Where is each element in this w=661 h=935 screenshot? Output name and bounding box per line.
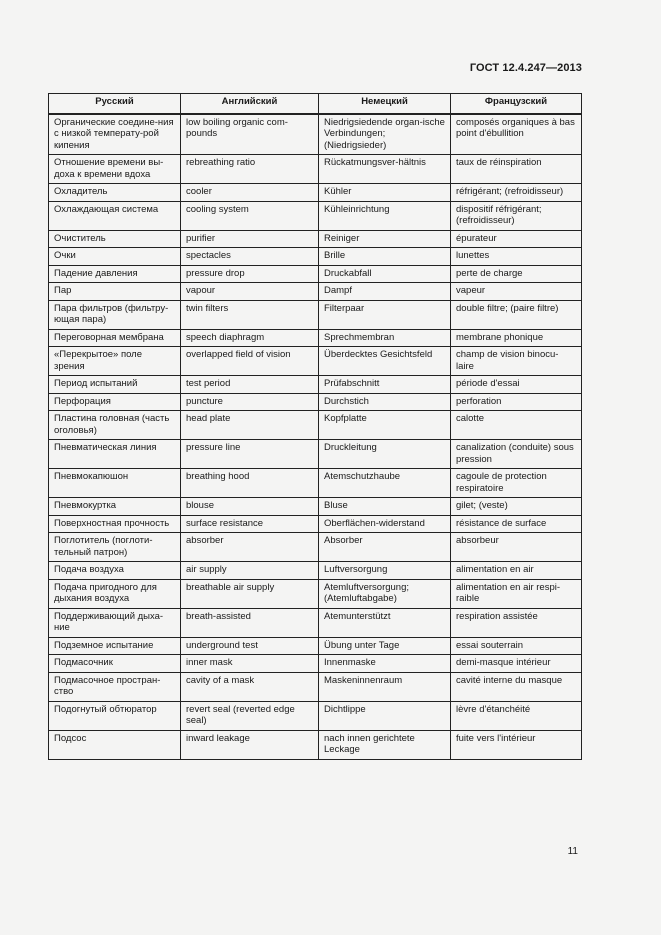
cell-french: épurateur [451, 230, 582, 248]
cell-french: canalization (conduite) sous pression [451, 440, 582, 469]
cell-french: demi-masque intérieur [451, 655, 582, 673]
column-header-german: Немецкий [319, 94, 451, 114]
cell-russian: Органические соедине-ния с низкой температу-рой кипения [49, 114, 181, 155]
cell-german: Dichtlippe [319, 701, 451, 730]
cell-english: breath-assisted [181, 608, 319, 637]
table-row [49, 329, 582, 347]
cell-german: Überdecktes Gesichtsfeld [319, 347, 451, 376]
cell-french: lunettes [451, 248, 582, 266]
cell-french: taux de réinspiration [451, 155, 582, 184]
cell-german: Absorber [319, 533, 451, 562]
table-row [49, 655, 582, 673]
table-row [49, 498, 582, 516]
cell-german: Kopfplatte [319, 411, 451, 440]
cell-english: breathing hood [181, 469, 319, 498]
cell-german: Kühleinrichtung [319, 201, 451, 230]
cell-german: Maskeninnenraum [319, 672, 451, 701]
cell-french: membrane phonique [451, 329, 582, 347]
cell-russian: Охладитель [49, 184, 181, 202]
cell-english: cavity of a mask [181, 672, 319, 701]
table-row [49, 579, 582, 608]
table-row [49, 469, 582, 498]
cell-english: air supply [181, 562, 319, 580]
cell-german: Reiniger [319, 230, 451, 248]
cell-english: inner mask [181, 655, 319, 673]
cell-russian: Поверхностная прочность [49, 515, 181, 533]
cell-german: Prüfabschnitt [319, 376, 451, 394]
cell-english: breathable air supply [181, 579, 319, 608]
table-row [49, 376, 582, 394]
cell-german: Druckabfall [319, 265, 451, 283]
table-row [49, 393, 582, 411]
table-row [49, 411, 582, 440]
cell-german: Oberflächen-widerstand [319, 515, 451, 533]
table-row [49, 347, 582, 376]
cell-english: vapour [181, 283, 319, 301]
table-row [49, 300, 582, 329]
cell-german: Atemschutzhaube [319, 469, 451, 498]
table-body [49, 114, 582, 760]
cell-russian: Подогнутый обтюратор [49, 701, 181, 730]
cell-english: blouse [181, 498, 319, 516]
cell-english: test period [181, 376, 319, 394]
cell-english: puncture [181, 393, 319, 411]
cell-french: perforation [451, 393, 582, 411]
cell-english: pressure line [181, 440, 319, 469]
cell-french: composés organiques à bas point d'ébullition [451, 114, 582, 155]
cell-russian: Поглотитель (поглоти-тельный патрон) [49, 533, 181, 562]
table-row [49, 201, 582, 230]
cell-russian: Переговорная мембрана [49, 329, 181, 347]
cell-french: absorbeur [451, 533, 582, 562]
cell-russian: Пластина головная (часть оголовья) [49, 411, 181, 440]
cell-english: low boiling organic com-pounds [181, 114, 319, 155]
cell-french: fuite vers l'intérieur [451, 730, 582, 759]
table-row [49, 562, 582, 580]
cell-french: cagoule de protection respiratoire [451, 469, 582, 498]
cell-french: alimentation en air [451, 562, 582, 580]
cell-german: Durchstich [319, 393, 451, 411]
cell-french: dispositif réfrigérant; (refroidisseur) [451, 201, 582, 230]
table-row [49, 672, 582, 701]
cell-russian: Пара фильтров (фильтру-ющая пара) [49, 300, 181, 329]
cell-german: Dampf [319, 283, 451, 301]
cell-english: cooler [181, 184, 319, 202]
cell-russian: Пневмокуртка [49, 498, 181, 516]
cell-german: nach innen gerichtete Leckage [319, 730, 451, 759]
cell-english: inward leakage [181, 730, 319, 759]
cell-french: calotte [451, 411, 582, 440]
cell-french: réfrigérant; (refroidisseur) [451, 184, 582, 202]
table-row [49, 637, 582, 655]
cell-russian: Поддерживающий дыха-ние [49, 608, 181, 637]
cell-russian: Подмасочное простран-ство [49, 672, 181, 701]
table-row [49, 114, 582, 155]
cell-french: champ de vision binocu-laire [451, 347, 582, 376]
cell-german: Niedrigsiedende organ-ische Verbindungen; (Niedrigsieder) [319, 114, 451, 155]
cell-english: head plate [181, 411, 319, 440]
cell-french: perte de charge [451, 265, 582, 283]
cell-english: twin filters [181, 300, 319, 329]
cell-russian: Очки [49, 248, 181, 266]
column-header-russian: Русский [49, 94, 181, 114]
cell-german: Sprechmembran [319, 329, 451, 347]
table-row [49, 533, 582, 562]
cell-french: résistance de surface [451, 515, 582, 533]
cell-english: rebreathing ratio [181, 155, 319, 184]
cell-french: respiration assistée [451, 608, 582, 637]
cell-german: Atemunterstützt [319, 608, 451, 637]
table-row [49, 440, 582, 469]
cell-english: speech diaphragm [181, 329, 319, 347]
cell-russian: Подмасочник [49, 655, 181, 673]
cell-french: gilet; (veste) [451, 498, 582, 516]
table-row [49, 701, 582, 730]
cell-german: Übung unter Tage [319, 637, 451, 655]
table-header-row [49, 94, 582, 114]
page-number: 11 [567, 846, 578, 857]
cell-german: Brille [319, 248, 451, 266]
cell-russian: Пневмокапюшон [49, 469, 181, 498]
table-row [49, 230, 582, 248]
cell-russian: Охлаждающая система [49, 201, 181, 230]
cell-russian: Падение давления [49, 265, 181, 283]
column-header-english: Английский [181, 94, 319, 114]
cell-russian: Подача воздуха [49, 562, 181, 580]
cell-russian: Подача пригодного для дыхания воздуха [49, 579, 181, 608]
cell-french: lèvre d'étanchéité [451, 701, 582, 730]
cell-german: Kühler [319, 184, 451, 202]
cell-russian: Подсос [49, 730, 181, 759]
cell-french: vapeur [451, 283, 582, 301]
cell-german: Luftversorgung [319, 562, 451, 580]
cell-english: absorber [181, 533, 319, 562]
cell-german: Innenmaske [319, 655, 451, 673]
cell-german: Rückatmungsver-hältnis [319, 155, 451, 184]
column-header-french: Французский [451, 94, 582, 114]
cell-russian: «Перекрытое» поле зрения [49, 347, 181, 376]
cell-english: surface resistance [181, 515, 319, 533]
table-row [49, 608, 582, 637]
cell-russian: Перфорация [49, 393, 181, 411]
cell-russian: Пар [49, 283, 181, 301]
cell-russian: Подземное испытание [49, 637, 181, 655]
cell-russian: Период испытаний [49, 376, 181, 394]
table-row [49, 184, 582, 202]
cell-russian: Отношение времени вы-доха к времени вдоха [49, 155, 181, 184]
cell-english: revert seal (reverted edge seal) [181, 701, 319, 730]
cell-russian: Пневматическая линия [49, 440, 181, 469]
cell-french: période d'essai [451, 376, 582, 394]
cell-german: Druckleitung [319, 440, 451, 469]
table-row [49, 515, 582, 533]
cell-french: cavité interne du masque [451, 672, 582, 701]
table-row [49, 155, 582, 184]
cell-english: cooling system [181, 201, 319, 230]
cell-french: essai souterrain [451, 637, 582, 655]
document-code: ГОСТ 12.4.247—2013 [469, 62, 582, 74]
glossary-table [48, 93, 582, 760]
table-row [49, 730, 582, 759]
glossary-table-container [48, 93, 581, 760]
cell-english: underground test [181, 637, 319, 655]
cell-german: Atemluftversorgung; (Atemluftabgabe) [319, 579, 451, 608]
cell-english: pressure drop [181, 265, 319, 283]
table-row [49, 248, 582, 266]
table-row [49, 283, 582, 301]
cell-english: purifier [181, 230, 319, 248]
cell-english: spectacles [181, 248, 319, 266]
table-row [49, 265, 582, 283]
cell-french: alimentation en air respi-raible [451, 579, 582, 608]
cell-english: overlapped field of vision [181, 347, 319, 376]
cell-french: double filtre; (paire filtre) [451, 300, 582, 329]
cell-german: Bluse [319, 498, 451, 516]
cell-russian: Очиститель [49, 230, 181, 248]
cell-german: Filterpaar [319, 300, 451, 329]
